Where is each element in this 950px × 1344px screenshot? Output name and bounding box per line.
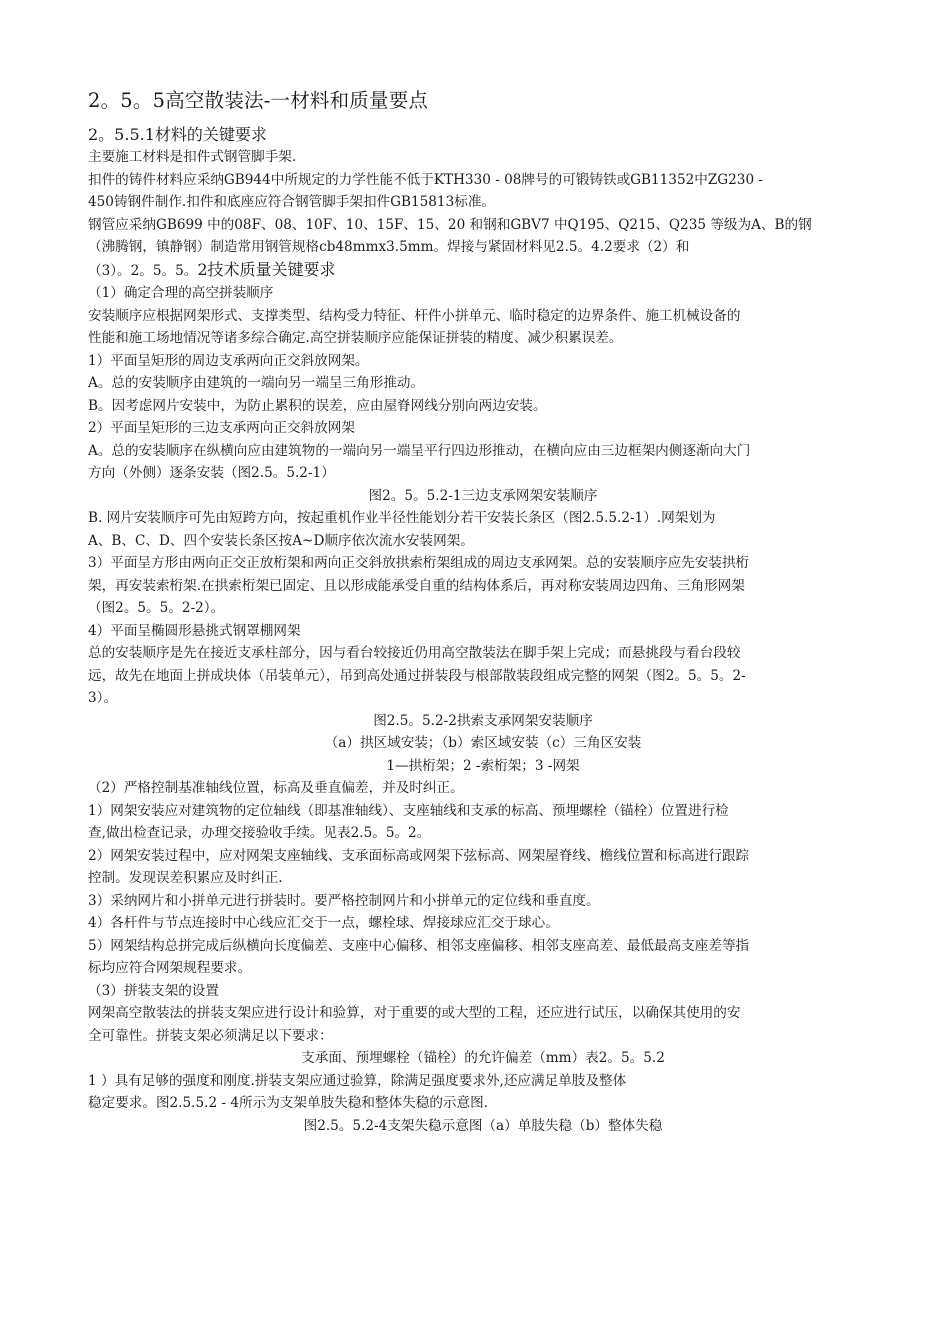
paragraph-line: 3）采纳网片和小拼单元进行拼装时。要严格控制网片和小拼单元的定位线和垂直度。 bbox=[88, 892, 600, 909]
document-body bbox=[88, 84, 878, 1137]
paragraph-line: （1）确定合理的高空拼装顺序 bbox=[88, 285, 274, 301]
paragraph-line: （3）拼装支架的设置 bbox=[88, 982, 219, 999]
paragraph-line: 全可靠性。拼装支架必须满足以下要求： bbox=[88, 1027, 333, 1044]
paragraph-line: 总的安装顺序是先在接近支承柱部分，因与看台较接近仍用高空散装法在脚手架上完成；而悬挑段与看台段较 bbox=[88, 645, 741, 661]
paragraph-line: 方向（外侧）逐条安装（图2.5。5.2-1） bbox=[88, 465, 335, 481]
heading-text: 2技术质量关键要求 bbox=[197, 259, 336, 279]
subsection-heading-quality bbox=[88, 259, 878, 283]
paragraph-line: 450铸钢件制作.扣件和底座应符合钢管脚手架扣件GB15813标准。 bbox=[88, 194, 496, 210]
paragraph-line: 钢管应采纳GB699 中的08F、08、10F、10、15F、15、20 和钢和GBV7 中Q195、Q215、Q235 等级为A、B的钢 bbox=[88, 216, 812, 233]
paragraph-line: 标均应符合网架规程要求。 bbox=[88, 960, 252, 976]
figure-caption-4: 图2.5。5.2-4支架失稳示意图（a）单肢失稳（b）整体失稳 bbox=[303, 1117, 663, 1134]
paragraph-line: B。因考虑网片安装中，为防止累积的误差，应由屋脊网线分别向两边安装。 bbox=[88, 397, 547, 414]
paragraph-line: 1）平面呈矩形的周边支承两向正交斜放网架。 bbox=[88, 352, 369, 369]
paragraph-line: 5）网架结构总拼完成后纵横向长度偏差、支座中心偏移、相邻支座偏移、相邻支座高差、最低最高支座差等指 bbox=[88, 937, 750, 954]
paragraph-line: 性能和施工场地情况等诸多综合确定.高空拼装顺序应能保证拼装的精度、减少积累误差。 bbox=[88, 330, 623, 346]
paragraph-line: 1 ）具有足够的强度和刚度.拼装支架应通过验算，除满足强度要求外,还应满足单肢及整体 bbox=[88, 1072, 627, 1089]
figure-legend-2: 1—拱桁架；2 -索桁架；3 -网架 bbox=[386, 757, 580, 774]
paragraph-line: （2）严格控制基准轴线位置，标高及垂直偏差，并及时纠正。 bbox=[88, 780, 464, 796]
paragraph-line: 架，再安装索桁架.在拱索桁架已固定、且以形成能承受自重的结构体系后，再对称安装周边四角、三角形网架 bbox=[88, 577, 745, 594]
paragraph-line: 2）网架安装过程中，应对网架支座轴线、支承面标高或网架下弦标高、网架屋脊线、檐线位置和标高进行跟踪 bbox=[88, 847, 750, 864]
paragraph-line: （沸腾钢，镇静钢）制造常用钢管规格cb48mmx3.5mm。焊接与紧固材料见2.5。4.2要求（2）和 bbox=[88, 239, 690, 255]
paragraph-line: A、B、C、D、四个安装长条区按A~D顺序依次流水安装网架。 bbox=[88, 532, 474, 549]
figure-caption-2: 图2.5。5.2-2拱索支承网架安装顺序 bbox=[373, 712, 593, 729]
paragraph-line: 4）平面呈椭圆形悬挑式钢罩棚网架 bbox=[88, 622, 301, 639]
paragraph-line: 稳定要求。图2.5.5.2 - 4所示为支架单肢失稳和整体失稳的示意图. bbox=[88, 1095, 489, 1111]
paragraph-line: 4）各杆件与节点连接时中心线应汇交于一点，螺栓球、焊接球应汇交于球心。 bbox=[88, 915, 559, 931]
paragraph-line: 扣件的铸件材料应采纳GB944中所规定的力学性能不低于KTH330 - 08牌号的可锻铸铁或GB11352中ZG230 - bbox=[88, 171, 764, 188]
paragraph-line: 远，故先在地面上拼成块体（吊装单元），吊到高处通过拼装段与根部散装段组成完整的网架（图2。5。5。2- bbox=[88, 667, 746, 684]
paragraph-line: A。总的安装顺序由建筑的一端向另一端呈三角形推动。 bbox=[88, 375, 425, 391]
paragraph-line: 控制。发现误差积累应及时纠正. bbox=[88, 870, 283, 886]
figure-caption-1: 图2。5。5.2-1三边支承网架安装顺序 bbox=[368, 487, 598, 504]
paragraph-line: （图2。5。5。2-2）。 bbox=[88, 600, 225, 616]
paragraph-line: 安装顺序应根据网架形式、支撑类型、结构受力特征、杆件小拼单元、临时稳定的边界条件、施工机械设备的 bbox=[88, 307, 741, 324]
paragraph-line: 网架高空散装法的拼装支架应进行设计和验算，对于重要的或大型的工程，还应进行试压，以确保其使用的安 bbox=[88, 1005, 741, 1021]
paragraph-line: B. 网片安装顺序可先由短跨方向，按起重机作业半径性能划分若干安装长条区（图2.5.5.2-1）.网架划为 bbox=[88, 510, 716, 526]
paragraph-line: A。总的安装顺序在纵横向应由建筑物的一端向另一端呈平行四边形推动，在横向应由三边框架内侧逐渐向大门 bbox=[88, 442, 751, 459]
section-title: 2。5。5高空散装法-一材料和质量要点 bbox=[88, 89, 429, 112]
paragraph-line: 查,做出检查记录，办理交接验收手续。见表2.5。5。2。 bbox=[88, 825, 431, 841]
figure-subcaption-2: （a）拱区域安装；（b）索区域安装（c）三角区安装 bbox=[324, 735, 642, 751]
paragraph-line: 2）平面呈矩形的三边支承两向正交斜放网架 bbox=[88, 420, 355, 436]
paragraph-line: 主要施工材料是扣件式钢管脚手架. bbox=[88, 149, 297, 165]
heading-prefix: （3）。2。5。5。 bbox=[88, 262, 198, 279]
table-caption: 支承面、预埋螺栓（锚栓）的允许偏差（mm）表2。5。5.2 bbox=[301, 1050, 665, 1066]
paragraph-line: 3）平面呈方形由两向正交正放桁架和两向正交斜放拱索桁架组成的周边支承网架。总的安装顺序应先安装拱桁 bbox=[88, 555, 750, 571]
paragraph-line: 1）网架安装应对建筑物的定位轴线（即基准轴线）、支座轴线和支承的标高、预埋螺栓（锚栓）位置进行检 bbox=[88, 802, 729, 819]
paragraph-line: 3）。 bbox=[88, 690, 118, 706]
subsection-heading-material: 2。5.5.1材料的关键要求 bbox=[88, 125, 267, 144]
